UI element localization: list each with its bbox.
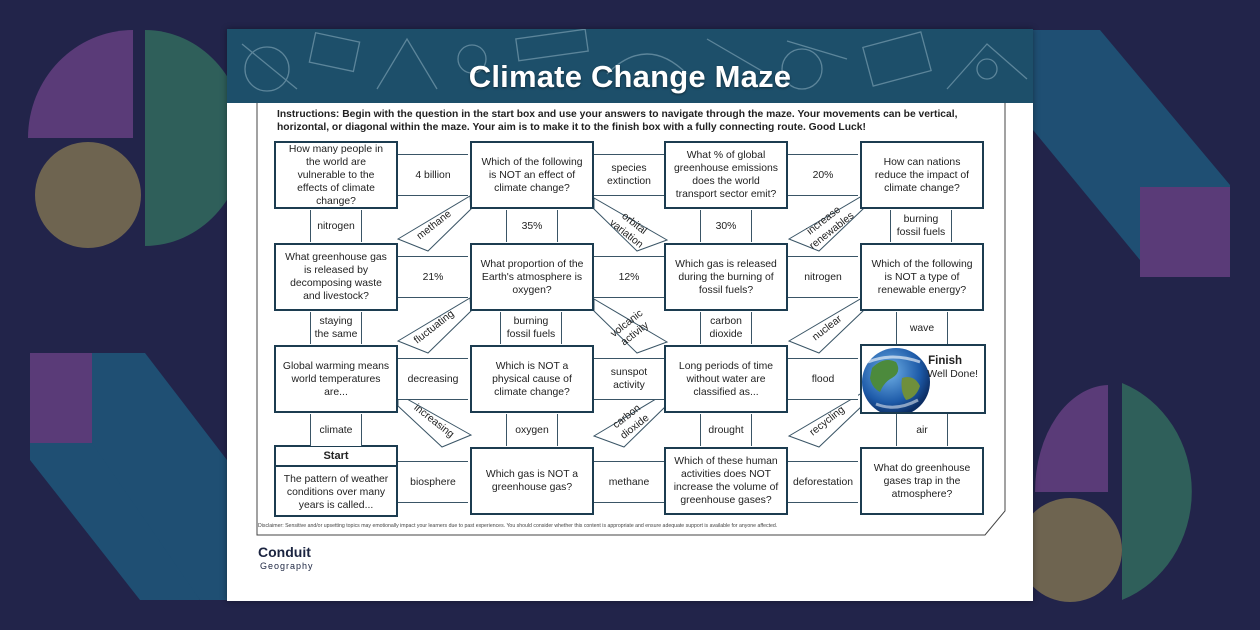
question-r3c2: Which is NOT a physical cause of climate change? — [470, 345, 594, 413]
answer-v-23-c2: burning fossil fuels — [500, 312, 562, 344]
answer-h-r3-23: sunspot activity — [594, 358, 664, 400]
answer-h-r4-12: biosphere — [398, 461, 468, 503]
earth-icon — [862, 348, 934, 412]
page-title: Climate Change Maze — [468, 59, 792, 94]
question-r2c4: Which of the following is NOT a type of renewable energy? — [860, 243, 984, 311]
answer-v-12-c4: burning fossil fuels — [890, 210, 952, 242]
start-question: The pattern of weather conditions over many years is called... — [283, 473, 389, 511]
answer-d-23-23: volcanic activity — [608, 307, 651, 349]
answer-d-34-34: recycling — [807, 404, 847, 438]
brand-logo: Conduit — [258, 544, 311, 560]
finish-message: Well Done! — [927, 369, 978, 380]
answer-v-23-c1: staying the same — [310, 312, 362, 344]
answer-h-r4-23: methane — [594, 461, 664, 503]
answer-v-34-c1: climate — [310, 414, 362, 446]
answer-d-12-23: orbital variation — [607, 210, 649, 251]
question-r3c1: Global warming means world temperatures are... — [274, 345, 398, 413]
answer-v-23-c3: carbon dioxide — [700, 312, 752, 344]
answer-d-12-34: increase renewables — [805, 204, 857, 252]
start-box — [274, 445, 398, 517]
answer-v-23-c4: wave — [896, 312, 948, 344]
answer-v-12-c3: 30% — [700, 210, 752, 242]
answer-d-12-12: methane — [414, 208, 454, 242]
answer-h-r3-34: flood — [788, 358, 858, 400]
answer-h-r2-34: nitrogen — [788, 256, 858, 298]
question-r1c3: What % of global greenhouse emissions does the world transport sector emit? — [664, 141, 788, 209]
question-r1c2: Which of the following is NOT an effect of climate change? — [470, 141, 594, 209]
instructions: Instructions: Begin with the question in the start box and use your answers to navigate through the maze. Your movements can be vertical, horizontal, or diagonal within the maze. Your aim is to make it to the finish box with a fully connecting route. Good Luck! — [277, 109, 958, 133]
answer-h-r4-34: deforestation — [788, 461, 858, 503]
question-r4c3: Which of these human activities does NOT increase the volume of greenhouse gases? — [664, 447, 788, 515]
question-r1c4: How can nations reduce the impact of climate change? — [860, 141, 984, 209]
start-heading: Start — [276, 447, 396, 467]
question-r2c1: What greenhouse gas is released by decomposing waste and livestock? — [274, 243, 398, 311]
question-r1c1: How many people in the world are vulnerable to the effects of climate change? — [274, 141, 398, 209]
answer-h-r3-12: decreasing — [398, 358, 468, 400]
finish-heading: Finish — [928, 355, 962, 367]
question-r2c3: Which gas is released during the burning of fossil fuels? — [664, 243, 788, 311]
answer-v-34-c3: drought — [700, 414, 752, 446]
answer-v-34-c2: oxygen — [506, 414, 558, 446]
question-r4c2: Which gas is NOT a greenhouse gas? — [470, 447, 594, 515]
answer-d-23-12: fluctuating — [411, 308, 457, 346]
answer-h-r1-23: species extinction — [594, 154, 664, 196]
answer-d-34-12: increasing — [411, 402, 457, 440]
question-r3c3: Long periods of time without water are classified as... — [664, 345, 788, 413]
answer-v-12-c2: 35% — [506, 210, 558, 242]
brand-subject: Geography — [260, 561, 314, 571]
answer-h-r1-34: 20% — [788, 154, 858, 196]
answer-h-r2-12: 21% — [398, 256, 468, 298]
worksheet — [227, 29, 1033, 601]
disclaimer: Disclaimer: Sensitive and/or upsetting topics may emotionally impact your learners due to past experiences. You should consider whether this content is appropriate and ensure adequate support is available for anyone affected. — [258, 523, 778, 529]
answer-d-34-23: carbon dioxide — [611, 402, 652, 442]
maze-grid — [227, 29, 1033, 601]
finish-box — [860, 344, 986, 414]
answer-v-34-c4: air — [896, 414, 948, 446]
answer-d-23-34: nuclear — [810, 313, 844, 343]
question-r4c4: What do greenhouse gases trap in the atmosphere? — [860, 447, 984, 515]
answer-v-12-c1: nitrogen — [310, 210, 362, 242]
answer-h-r2-23: 12% — [594, 256, 664, 298]
question-r2c2: What proportion of the Earth's atmosphere is oxygen? — [470, 243, 594, 311]
answer-h-r1-12: 4 billion — [398, 154, 468, 196]
